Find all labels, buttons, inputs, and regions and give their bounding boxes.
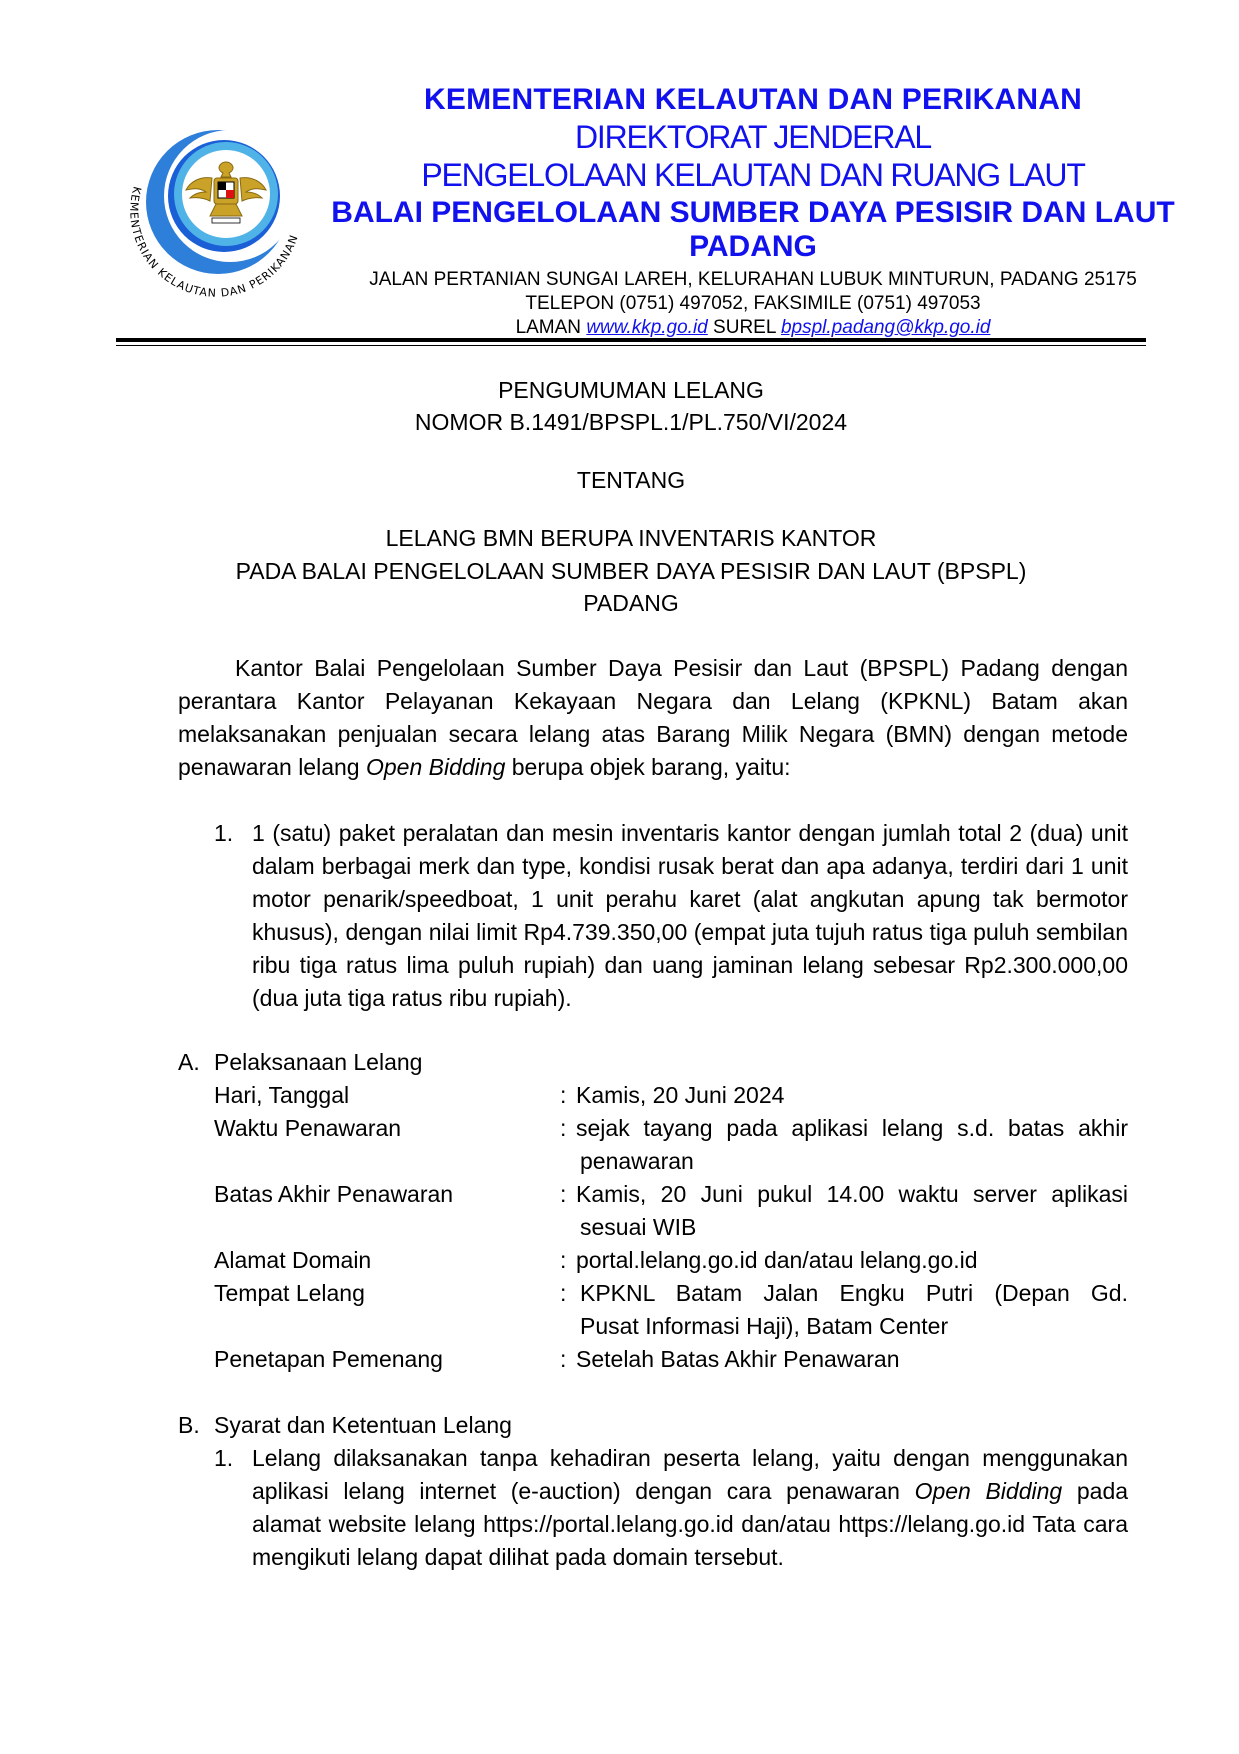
directorate-line-2: PENGELOLAAN KELAUTAN DAN RUANG LAUT	[421, 157, 1085, 193]
schedule-value: portal.lelang.go.id dan/atau lelang.go.id	[576, 1247, 978, 1273]
schedule-label: Waktu Penawaran	[214, 1115, 402, 1141]
office-contact	[318, 316, 1188, 340]
ministry-name: KEMENTERIAN KELAUTAN DAN PERIKANAN	[424, 83, 1082, 116]
office-line-1: BALAI PENGELOLAAN SUMBER DAYA PESISIR DAN LAUT	[331, 196, 1175, 229]
schedule-label: Penetapan Pemenang	[214, 1346, 443, 1372]
logo-ring-text: KEMENTERIAN KELAUTAN DAN PERIKANAN	[127, 185, 301, 300]
intro-italic: Open Bidding	[365, 754, 506, 780]
intro-text-end: berupa objek barang, yaitu:	[511, 754, 791, 780]
section-a-title: Pelaksanaan Lelang	[214, 1049, 423, 1075]
intro-text: Kantor Balai Pengelolaan Sumber Daya Pesisir dan Laut (BPSPL) Padang dengan perantara Kantor Pelayanan Kekayaan Negara dan Lelang (KPKNL) Batam akan melaksanakan penjualan secara lelang atas Barang Milik Negara (BMN) dengan metode penawaran lelang	[178, 655, 1128, 780]
ministry-logo	[112, 116, 318, 304]
office-phone: TELEPON (0751) 497052, FAKSIMILE (0751) 497053	[525, 293, 981, 314]
schedule-colon: :	[560, 1181, 567, 1207]
term-number: 1.	[214, 1445, 234, 1471]
term-text-end: pada alamat website lelang https://portal.lelang.go.id dan/atau https://lelang.go.id Tata cara mengikuti lelang dapat dilihat pada domain tersebut.	[252, 1478, 1129, 1570]
office-line-2: PADANG	[689, 230, 817, 263]
schedule-value-cont: sesuai WIB	[580, 1214, 697, 1240]
announcement-title: PENGUMUMAN LELANG	[498, 377, 764, 403]
schedule-colon: :	[560, 1247, 567, 1273]
subject-line-2: PADA BALAI PENGELOLAAN SUMBER DAYA PESISIR DAN LAUT (BPSPL)	[235, 558, 1027, 584]
term-text-start: Lelang dilaksanakan tanpa kehadiran peserta lelang, yaitu dengan menggunakan aplikasi lelang internet (e-auction) dengan cara penawaran	[252, 1445, 1128, 1504]
schedule-value: Kamis, 20 Juni pukul 14.00 waktu server aplikasi	[576, 1181, 1128, 1207]
schedule-value: sejak tayang pada aplikasi lelang s.d. batas akhir	[576, 1115, 1128, 1141]
email-label: SUREL	[713, 317, 776, 338]
object-number: 1.	[214, 820, 234, 846]
announcement-number: NOMOR B.1491/BPSPL.1/PL.750/VI/2024	[414, 409, 848, 435]
term-italic: Open Bidding	[914, 1478, 1063, 1504]
subject-line-3: PADANG	[583, 590, 679, 616]
schedule-colon: :	[560, 1280, 567, 1306]
letterhead-divider-thin	[116, 345, 1146, 346]
schedule-value-cont: Pusat Informasi Haji), Batam Center	[580, 1313, 949, 1339]
website-link[interactable]: www.kkp.go.id	[586, 317, 708, 338]
office-address: JALAN PERTANIAN SUNGAI LAREH, KELURAHAN LUBUK MINTURUN, PADANG 25175	[369, 269, 1137, 290]
schedule-colon: :	[560, 1082, 567, 1108]
letterhead	[318, 82, 1188, 340]
schedule-label: Alamat Domain	[214, 1247, 372, 1273]
directorate-line-1: DIREKTORAT JENDERAL	[575, 119, 931, 155]
schedule-value: Kamis, 20 Juni 2024	[576, 1082, 785, 1108]
announcement-about: TENTANG	[576, 467, 686, 493]
schedule-value-cont: penawaran	[580, 1148, 694, 1174]
schedule-colon: :	[560, 1115, 567, 1141]
schedule-label: Batas Akhir Penawaran	[214, 1181, 454, 1207]
section-b-title: Syarat dan Ketentuan Lelang	[214, 1412, 512, 1438]
section-a-letter: A.	[178, 1049, 200, 1075]
schedule-label: Hari, Tanggal	[214, 1082, 350, 1108]
term-text	[252, 1442, 1128, 1574]
email-link[interactable]: bpspl.padang@kkp.go.id	[780, 317, 991, 338]
schedule-value: KPKNL Batam Jalan Engku Putri (Depan Gd.	[580, 1280, 1128, 1306]
web-label: LAMAN	[515, 317, 582, 338]
subject-line-1: LELANG BMN BERUPA INVENTARIS KANTOR	[385, 525, 877, 551]
intro-paragraph	[178, 652, 1128, 784]
letterhead-divider-thick	[116, 338, 1146, 342]
schedule-value: Setelah Batas Akhir Penawaran	[576, 1346, 900, 1372]
section-b-letter: B.	[178, 1412, 200, 1438]
object-description: 1 (satu) paket peralatan dan mesin inventaris kantor dengan jumlah total 2 (dua) unit dalam berbagai merk dan type, kondisi rusak berat dan apa adanya, terdiri dari 1 unit motor penarik/speedboat, 1 unit perahu karet (alat angkutan apung tak bermotor khusus), dengan nilai limit Rp4.739.350,00 (empat juta tujuh ratus tiga puluh sembilan ribu tiga ratus lima puluh rupiah) dan uang jaminan lelang sebesar Rp2.300.000,00 (dua juta tiga ratus ribu rupiah).	[252, 820, 1128, 1011]
schedule-label: Tempat Lelang	[214, 1280, 365, 1306]
schedule-colon: :	[560, 1346, 567, 1372]
